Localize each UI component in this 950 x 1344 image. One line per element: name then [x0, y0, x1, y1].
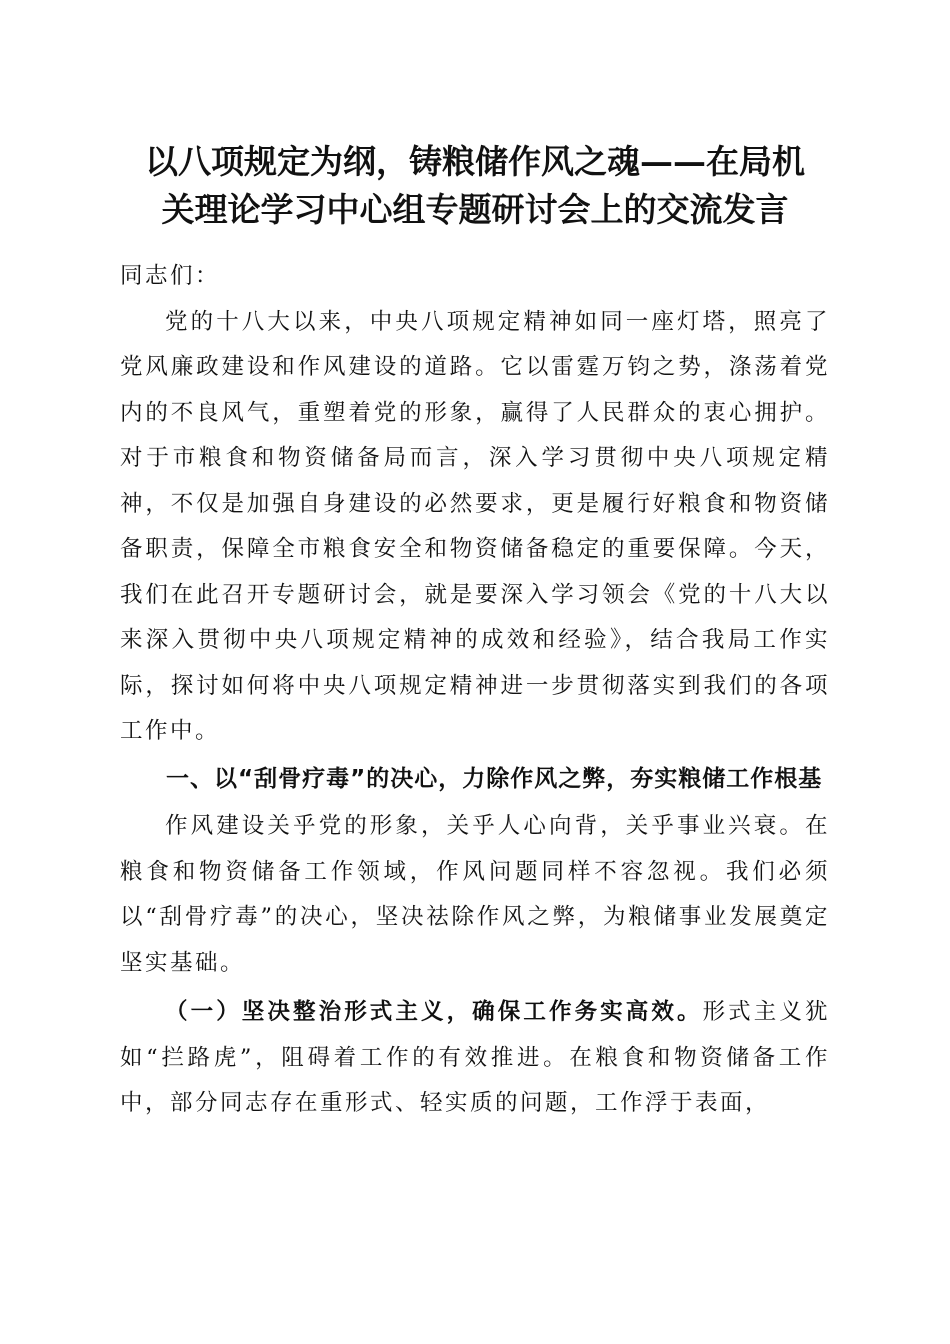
section-1-heading: 一、以“刮骨疗毒”的决心，力除作风之弊，夯实粮储工作根基	[166, 765, 823, 792]
subsection-1-text: 形式主义犹如“拦路虎”，阻碍着工作的有效推进。在粮食和物资储备工作中，部分同志存在重形式、轻实质的问题，工作浮于表面，	[120, 999, 830, 1116]
salutation: 同志们：	[120, 263, 221, 289]
document-title	[100, 138, 850, 234]
section-1-paragraph: 作风建设关乎党的形象，关乎人心向背，关乎事业兴衰。在粮食和物资储备工作领域，作风问题同样不容忽视。我们必须以“刮骨疗毒”的决心，坚决祛除作风之弊，为粮储事业发展奠定坚实基础。	[120, 813, 830, 976]
document-body	[120, 254, 830, 1127]
subsection-1-lead: （一）坚决整治形式主义，确保工作务实高效。	[165, 999, 703, 1025]
subsection-1-paragraph	[120, 990, 830, 1127]
title-line-1: 以八项规定为纲，铸粮储作风之魂——在局机	[145, 142, 805, 181]
title-line-2: 关理论学习中心组专题研讨会上的交流发言	[161, 190, 789, 229]
intro-paragraph: 党的十八大以来，中央八项规定精神如同一座灯塔，照亮了党风廉政建设和作风建设的道路。它以雷霆万钧之势，涤荡着党内的不良风气，重塑着党的形象，赢得了人民群众的衷心拥护。对于市粮食和物资储备局而言，深入学习贯彻中央八项规定精神，不仅是加强自身建设的必然要求，更是履行好粮食和物资储备职责，保障全市粮食安全和物资储备稳定的重要保障。今天，我们在此召开专题研讨会，就是要深入学习领会《党的十八大以来深入贯彻中央八项规定精神的成效和经验》，结合我局工作实际，探讨如何将中央八项规定精神进一步贯彻落实到我们的各项工作中。	[120, 308, 830, 744]
